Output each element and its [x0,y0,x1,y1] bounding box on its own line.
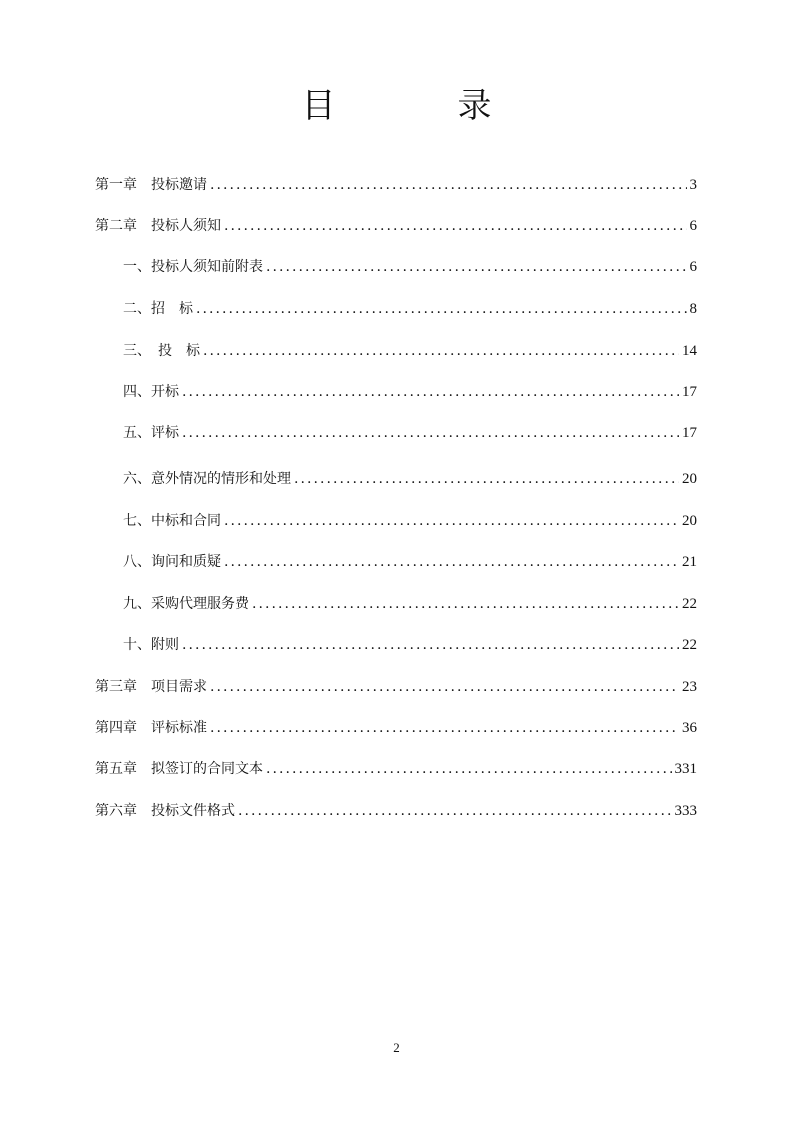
toc-entry-page: 21 [682,554,697,570]
toc-entry-section-8[interactable] [123,551,697,573]
toc-entry-section-1[interactable] [123,256,697,278]
toc-entry-page: 36 [682,720,697,736]
toc-title: 目 录 [301,86,536,126]
toc-entry-label: 八、询问和质疑 [123,554,221,570]
toc-entry-section-9[interactable] [123,593,697,615]
toc-entry-section-2[interactable] [123,298,697,320]
toc-entry-page: 14 [682,343,697,359]
toc-entry-chapter-6[interactable] [95,800,697,822]
toc-entry-chapter-4[interactable] [95,717,697,739]
toc-entry-page: 331 [674,761,697,777]
toc-entry-label: 二、招 标 [123,301,193,317]
toc-entry-label: 一、投标人须知前附表 [123,259,263,275]
dot-leader [252,593,679,615]
toc-entry-page: 20 [682,471,697,487]
toc-entry-page: 6 [689,218,697,234]
dot-leader [294,468,679,490]
dot-leader [266,256,687,278]
toc-entry-label: 四、开标 [123,384,179,400]
toc-entry-label: 第四章 评标标准 [95,720,207,736]
toc-entry-page: 333 [674,803,697,819]
dot-leader [210,717,679,739]
dot-leader [210,174,687,196]
toc-entry-section-10[interactable] [123,634,697,656]
toc-entry-chapter-2[interactable] [95,215,697,237]
toc-entry-label: 第三章 项目需求 [95,679,207,695]
dot-leader [210,676,679,698]
toc-entry-page: 22 [682,596,697,612]
toc-entry-page: 20 [682,513,697,529]
toc-entry-label: 第六章 投标文件格式 [95,803,235,819]
toc-entry-label: 第五章 拟签订的合同文本 [95,761,263,777]
dot-leader [224,510,679,532]
dot-leader [182,422,679,444]
dot-leader [203,340,679,362]
toc-entry-label: 十、附则 [123,637,179,653]
toc-entry-label: 第二章 投标人须知 [95,218,221,234]
toc-entry-label: 三、 投 标 [123,343,200,359]
toc-entry-section-6[interactable] [123,468,697,490]
toc-entry-page: 6 [689,259,697,275]
toc-entry-label: 六、意外情况的情形和处理 [123,471,291,487]
toc-entry-chapter-1[interactable] [95,174,697,196]
dot-leader [182,634,679,656]
dot-leader [238,800,672,822]
toc-entry-label: 七、中标和合同 [123,513,221,529]
toc-entry-page: 23 [682,679,697,695]
toc-entry-label: 第一章 投标邀请 [95,177,207,193]
toc-entry-chapter-3[interactable] [95,676,697,698]
dot-leader [224,551,679,573]
toc-entry-page: 8 [689,301,697,317]
toc-entry-page: 17 [682,384,697,400]
toc-entry-page: 22 [682,637,697,653]
toc-entry-chapter-5[interactable] [95,758,697,780]
toc-entry-label: 九、采购代理服务费 [123,596,249,612]
toc-entry-section-5[interactable] [123,422,697,444]
page-number: 2 [393,1040,400,1055]
dot-leader [224,215,687,237]
toc-entry-page: 3 [689,177,697,193]
dot-leader [182,381,679,403]
toc-entry-label: 五、评标 [123,425,179,441]
dot-leader [196,298,687,320]
toc-entry-section-3[interactable] [123,340,697,362]
toc-entry-section-7[interactable] [123,510,697,532]
toc-entry-page: 17 [682,425,697,441]
toc-entry-section-4[interactable] [123,381,697,403]
dot-leader [266,758,672,780]
